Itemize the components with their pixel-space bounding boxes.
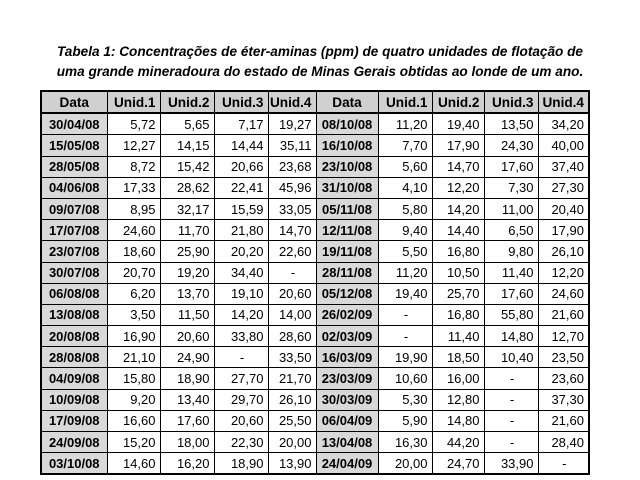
caption-line-1: Tabela 1: Concentrações de éter-aminas (ppm) de quatro unidades de flotação de [57, 44, 583, 59]
date-cell: 13/08/08 [41, 304, 107, 325]
value-cell: 8,95 [107, 198, 160, 219]
value-cell: 37,30 [538, 389, 589, 410]
value-cell: 13,70 [160, 283, 214, 304]
value-cell: 18,00 [160, 432, 214, 453]
table-row [41, 220, 589, 241]
date-cell: 26/02/09 [316, 304, 378, 325]
table-row [41, 135, 589, 156]
value-cell: 9,40 [378, 220, 432, 241]
value-cell: 11,20 [378, 262, 432, 283]
value-cell: 24,90 [160, 347, 214, 368]
value-cell: 21,60 [538, 410, 589, 431]
value-cell: 12,80 [432, 389, 484, 410]
value-cell: 21,10 [107, 347, 160, 368]
table-row [41, 177, 589, 198]
date-cell: 13/04/08 [316, 432, 378, 453]
table-row [41, 283, 589, 304]
value-cell: 26,10 [538, 241, 589, 262]
value-cell: - [484, 432, 538, 453]
table-row [41, 113, 589, 135]
value-cell: 14,40 [432, 220, 484, 241]
table-row [41, 262, 589, 283]
column-header: Unid.1 [107, 91, 160, 113]
column-header: Unid.4 [268, 91, 316, 113]
date-cell: 06/08/08 [41, 283, 107, 304]
table-row [41, 368, 589, 389]
value-cell: 14,80 [484, 326, 538, 347]
value-cell: 5,60 [378, 156, 432, 177]
value-cell: 19,20 [160, 262, 214, 283]
date-cell: 19/11/08 [316, 241, 378, 262]
value-cell: 15,20 [107, 432, 160, 453]
value-cell: 24,70 [432, 453, 484, 475]
column-header: Unid.2 [160, 91, 214, 113]
value-cell: 24,60 [538, 283, 589, 304]
value-cell: 13,40 [160, 389, 214, 410]
date-cell: 28/08/08 [41, 347, 107, 368]
value-cell: 14,44 [214, 135, 268, 156]
value-cell: 5,72 [107, 113, 160, 135]
value-cell: 35,11 [268, 135, 316, 156]
value-cell: - [214, 347, 268, 368]
value-cell: 33,50 [268, 347, 316, 368]
value-cell: 24,30 [484, 135, 538, 156]
value-cell: 18,60 [107, 241, 160, 262]
table-row [41, 326, 589, 347]
value-cell: 16,60 [107, 410, 160, 431]
date-cell: 08/10/08 [316, 113, 378, 135]
value-cell: 19,40 [378, 283, 432, 304]
column-header: Data [41, 91, 107, 113]
table-row [41, 389, 589, 410]
value-cell: 11,50 [160, 304, 214, 325]
value-cell: 5,30 [378, 389, 432, 410]
date-cell: 05/12/08 [316, 283, 378, 304]
value-cell: 12,27 [107, 135, 160, 156]
value-cell: 18,50 [432, 347, 484, 368]
value-cell: 27,30 [538, 177, 589, 198]
date-cell: 16/03/09 [316, 347, 378, 368]
value-cell: 23,60 [538, 368, 589, 389]
date-cell: 24/09/08 [41, 432, 107, 453]
value-cell: 33,05 [268, 198, 316, 219]
value-cell: 6,20 [107, 283, 160, 304]
value-cell: 12,20 [538, 262, 589, 283]
value-cell: 28,62 [160, 177, 214, 198]
date-cell: 03/10/08 [41, 453, 107, 475]
date-cell: 04/09/08 [41, 368, 107, 389]
value-cell: 28,60 [268, 326, 316, 347]
value-cell: 16,80 [432, 241, 484, 262]
date-cell: 06/04/09 [316, 410, 378, 431]
value-cell: 17,60 [484, 283, 538, 304]
value-cell: 26,10 [268, 389, 316, 410]
table-row [41, 241, 589, 262]
value-cell: 20,66 [214, 156, 268, 177]
value-cell: 11,40 [432, 326, 484, 347]
date-cell: 16/10/08 [316, 135, 378, 156]
value-cell: 13,50 [484, 113, 538, 135]
value-cell: 55,80 [484, 304, 538, 325]
date-cell: 04/06/08 [41, 177, 107, 198]
value-cell: 22,60 [268, 241, 316, 262]
date-cell: 28/05/08 [41, 156, 107, 177]
value-cell: 10,40 [484, 347, 538, 368]
value-cell: 24,60 [107, 220, 160, 241]
value-cell: - [378, 326, 432, 347]
value-cell: 16,00 [432, 368, 484, 389]
value-cell: 37,40 [538, 156, 589, 177]
value-cell: 12,20 [432, 177, 484, 198]
value-cell: 9,20 [107, 389, 160, 410]
value-cell: 27,70 [214, 368, 268, 389]
column-header: Unid.4 [538, 91, 589, 113]
column-header: Unid.1 [378, 91, 432, 113]
table-caption [20, 42, 620, 82]
value-cell: 5,65 [160, 113, 214, 135]
value-cell: 25,90 [160, 241, 214, 262]
value-cell: 23,68 [268, 156, 316, 177]
table-row [41, 410, 589, 431]
value-cell: 28,40 [538, 432, 589, 453]
value-cell: - [378, 304, 432, 325]
date-cell: 17/07/08 [41, 220, 107, 241]
value-cell: 33,80 [214, 326, 268, 347]
value-cell: 20,20 [214, 241, 268, 262]
value-cell: 40,00 [538, 135, 589, 156]
date-cell: 31/10/08 [316, 177, 378, 198]
date-cell: 05/11/08 [316, 198, 378, 219]
value-cell: 14,70 [268, 220, 316, 241]
value-cell: 11,40 [484, 262, 538, 283]
value-cell: 5,80 [378, 198, 432, 219]
value-cell: 10,50 [432, 262, 484, 283]
value-cell: 17,90 [538, 220, 589, 241]
column-header: Unid.2 [432, 91, 484, 113]
value-cell: 11,70 [160, 220, 214, 241]
value-cell: 11,20 [378, 113, 432, 135]
value-cell: 20,60 [214, 410, 268, 431]
value-cell: 11,00 [484, 198, 538, 219]
value-cell: 8,72 [107, 156, 160, 177]
value-cell: 14,00 [268, 304, 316, 325]
value-cell: 17,60 [160, 410, 214, 431]
value-cell: 21,70 [268, 368, 316, 389]
value-cell: 4,10 [378, 177, 432, 198]
date-cell: 30/07/08 [41, 262, 107, 283]
value-cell: 18,90 [214, 453, 268, 475]
value-cell: 29,70 [214, 389, 268, 410]
value-cell: 13,90 [268, 453, 316, 475]
table-body [41, 113, 589, 474]
value-cell: 20,60 [268, 283, 316, 304]
value-cell: 19,40 [432, 113, 484, 135]
value-cell: 15,42 [160, 156, 214, 177]
date-cell: 28/11/08 [316, 262, 378, 283]
value-cell: - [484, 410, 538, 431]
table-row [41, 432, 589, 453]
date-cell: 23/03/09 [316, 368, 378, 389]
value-cell: 7,17 [214, 113, 268, 135]
value-cell: 20,00 [378, 453, 432, 475]
value-cell: 22,30 [214, 432, 268, 453]
value-cell: 20,70 [107, 262, 160, 283]
value-cell: 3,50 [107, 304, 160, 325]
value-cell: 16,20 [160, 453, 214, 475]
value-cell: 5,50 [378, 241, 432, 262]
value-cell: 10,60 [378, 368, 432, 389]
table-header-row [41, 91, 589, 113]
value-cell: - [484, 389, 538, 410]
date-cell: 23/10/08 [316, 156, 378, 177]
value-cell: 14,15 [160, 135, 214, 156]
column-header: Unid.3 [214, 91, 268, 113]
date-cell: 15/05/08 [41, 135, 107, 156]
value-cell: 34,20 [538, 113, 589, 135]
date-cell: 10/09/08 [41, 389, 107, 410]
caption-line-2: uma grande mineradoura do estado de Minas Gerais obtidas ao londe de um ano. [56, 64, 584, 79]
table-row [41, 156, 589, 177]
value-cell: 21,80 [214, 220, 268, 241]
value-cell: 44,20 [432, 432, 484, 453]
value-cell: 21,60 [538, 304, 589, 325]
value-cell: 20,00 [268, 432, 316, 453]
value-cell: 6,50 [484, 220, 538, 241]
value-cell: 7,70 [378, 135, 432, 156]
date-cell: 17/09/08 [41, 410, 107, 431]
value-cell: 14,60 [107, 453, 160, 475]
value-cell: 18,90 [160, 368, 214, 389]
value-cell: 19,10 [214, 283, 268, 304]
table-row [41, 453, 589, 475]
value-cell: 16,30 [378, 432, 432, 453]
value-cell: 32,17 [160, 198, 214, 219]
value-cell: 14,70 [432, 156, 484, 177]
column-header: Data [316, 91, 378, 113]
value-cell: 16,80 [432, 304, 484, 325]
value-cell: - [484, 368, 538, 389]
value-cell: 12,70 [538, 326, 589, 347]
value-cell: 14,80 [432, 410, 484, 431]
date-cell: 09/07/08 [41, 198, 107, 219]
value-cell: 45,96 [268, 177, 316, 198]
table-row [41, 347, 589, 368]
value-cell: 22,41 [214, 177, 268, 198]
value-cell: 17,33 [107, 177, 160, 198]
value-cell: 19,27 [268, 113, 316, 135]
value-cell: 9,80 [484, 241, 538, 262]
value-cell: 15,59 [214, 198, 268, 219]
value-cell: 14,20 [432, 198, 484, 219]
table-row [41, 198, 589, 219]
date-cell: 30/03/09 [316, 389, 378, 410]
value-cell: 34,40 [214, 262, 268, 283]
value-cell: 5,90 [378, 410, 432, 431]
value-cell: 16,90 [107, 326, 160, 347]
value-cell: 25,50 [268, 410, 316, 431]
date-cell: 24/04/09 [316, 453, 378, 475]
value-cell: 25,70 [432, 283, 484, 304]
value-cell: 7,30 [484, 177, 538, 198]
date-cell: 30/04/08 [41, 113, 107, 135]
value-cell: 20,40 [538, 198, 589, 219]
column-header: Unid.3 [484, 91, 538, 113]
concentration-table [40, 90, 590, 475]
value-cell: 23,50 [538, 347, 589, 368]
table-row [41, 304, 589, 325]
value-cell: 19,90 [378, 347, 432, 368]
value-cell: 17,90 [432, 135, 484, 156]
value-cell: - [268, 262, 316, 283]
value-cell: 33,90 [484, 453, 538, 475]
date-cell: 20/08/08 [41, 326, 107, 347]
value-cell: - [538, 453, 589, 475]
date-cell: 23/07/08 [41, 241, 107, 262]
value-cell: 17,60 [484, 156, 538, 177]
value-cell: 15,80 [107, 368, 160, 389]
value-cell: 14,20 [214, 304, 268, 325]
value-cell: 20,60 [160, 326, 214, 347]
date-cell: 02/03/09 [316, 326, 378, 347]
date-cell: 12/11/08 [316, 220, 378, 241]
